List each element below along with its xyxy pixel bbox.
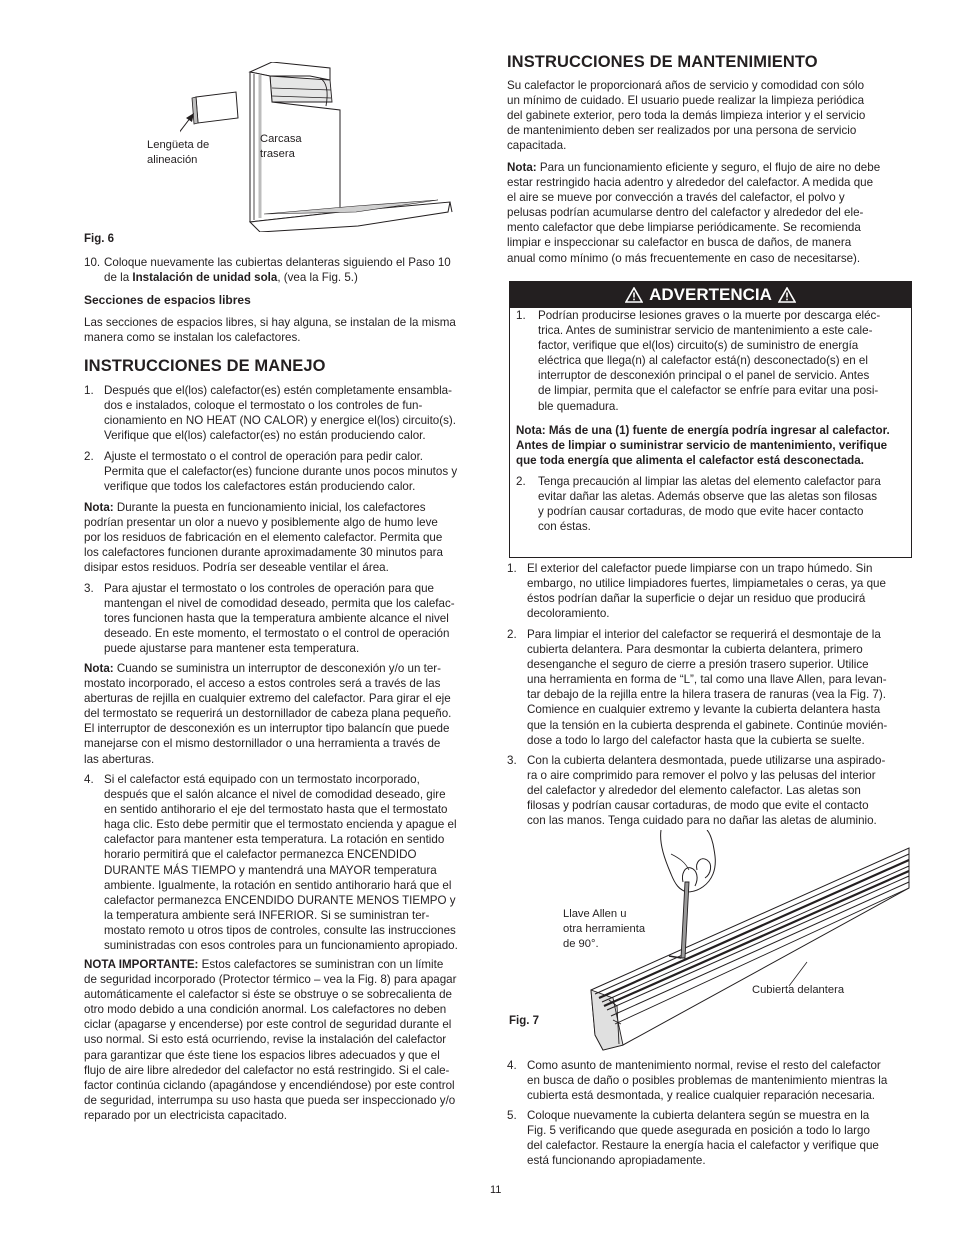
text-line: otro modo debido a una condición anormal. Los calefactores no deben [84, 1003, 447, 1017]
text-line: Verifique que el(los) calefactor(es) no están produciendo calor. [104, 429, 426, 443]
text-line: una herramienta en forma de “L”, tal como una llave Allen, para levan- [527, 673, 887, 687]
text-line: limpiar e inspeccionar su calefactor en busca de daños, de manera [507, 236, 852, 250]
text-line: verifique que todos los calefactores están produciendo calor. [104, 480, 416, 494]
text-line: por los residuos de fabricación en el elemento calefactor. Permita que [84, 531, 443, 545]
text-line: Nota: Más de una (1) fuente de energía podría ingresar al calefactor. [516, 424, 890, 437]
text-line: con las manos. Tenga cuidado para no dañar las aletas de aluminio. [527, 814, 877, 828]
text-line: Permita que el calefactor(es) funcione durante unos pocos minutos y [104, 465, 458, 479]
fig6-callout-back-line2: trasera [260, 148, 295, 160]
fig6-callout-back-line1: Carcasa [260, 133, 302, 145]
operating-instructions-heading: INSTRUCCIONES DE MANEJO [84, 357, 326, 375]
text-line: Si el calefactor está equipado con un termostato incorporado, [104, 773, 420, 786]
spaces-heading: Secciones de espacios libres [84, 293, 251, 307]
maintenance-intro [507, 78, 911, 153]
fig7-callout-cover: Cubierta delantera [752, 984, 845, 996]
text-line: cubierta está desmontada, y realice cualquier reparación necesaria. [527, 1089, 876, 1103]
text-line: Después que el(los) calefactor(es) estén completamente ensambla- [104, 384, 452, 397]
text-line: Coloque nuevamente la cubierta delantera según se muestra en la [527, 1109, 870, 1122]
text-line: aberturas de rejilla en cualquier extremo del calefactor. Para girar el eje [84, 692, 451, 706]
text-line: estar restringido hacia adentro y alrededor del calefactor. A medida que [507, 176, 874, 190]
text-line: las aberturas. [84, 752, 155, 766]
text-line: para garantizar que éste tiene los espacios libres adecuados y que el [84, 1048, 440, 1062]
text-line: de seguridad incorporado (Protector térmico – vea la Fig. 8) para apagar [84, 973, 457, 987]
text-line: disipar estos residuos. Podría ser deseable ventilar el área. [84, 561, 389, 575]
text-line: la temperatura ambiente será INFERIOR. Si se suministran ter- [104, 908, 430, 922]
text-line: cubierta delantera. Para desmontar la cubierta delantera, primero [527, 643, 863, 657]
text-line: Para ajustar el termostato o los controles de operación para que [104, 582, 434, 595]
text-line: haga clic. Esto debe permitir que el termostato encienda y apague el [104, 818, 457, 832]
text-line: mantengan el nivel de comodidad deseado, permita que los calefac- [104, 597, 455, 611]
step-10-number: 10. [84, 256, 101, 269]
warning-bold-note [516, 423, 905, 468]
text-line: dos e instalados, coloque el termostato o los controles de fun- [104, 399, 423, 413]
text-line: ciclar (apagarse y encenderse) por este control de seguridad durante el [84, 1018, 452, 1032]
text-line: después que el salón alcance el nivel de comodidad deseado, gire [104, 788, 446, 802]
text-line: Como asunto de mantenimiento normal, revise el resto del calefactor [527, 1059, 881, 1072]
text-line: pelusas podrían acumularse dentro del calefactor y alrededor del ele- [507, 206, 864, 220]
text-line: Con la cubierta delantera desmontada, puede utilizarse una aspirado- [527, 754, 886, 767]
fig6-callout-tab-line1: Lengüeta de [147, 139, 210, 151]
operating-note-1: Nota: Durante la puesta en funcionamiento inicial, los calefactores podrían presentar un olor a nuevo y posiblemente algo de humo leve por los residuos de fabricación en el elemento calefactor. Permita que los calefactores funcionen durante aproximadamente 30 minutos para disipar estos residuos. Podría ser deseable ventilar el área. [84, 500, 490, 575]
text-line: con éstas. [538, 520, 591, 534]
text-line: un mínimo de cuidado. El usuario puede realizar la limpieza periódica [507, 94, 865, 108]
text-line: anual como mínimo (o más frecuentemente en caso de necesitarse). [507, 251, 861, 265]
warning-triangle-icon [625, 287, 643, 303]
tab-callout-arrowhead [186, 113, 194, 122]
text-line: mento calefactor que debe limpiarse periódicamente. Se recomienda [507, 221, 861, 235]
text-line: los calefactores funcionen durante aproximadamente 30 minutos para [84, 546, 443, 560]
text-line: calefactor para mantener esta temperatura. La rotación en sentido [104, 833, 445, 847]
text-line: El interruptor de desconexión es un interruptor tipo balancín que puede [84, 722, 450, 736]
text-line: DURANTE MÁS TIEMPO y mantendrá una MAYOR temperatura [104, 863, 437, 877]
text-line: mostato remoto u otros tipos de controles, consulte las instrucciones [104, 923, 456, 937]
maintenance-instructions-heading: INSTRUCCIONES DE MANTENIMIENTO [507, 53, 818, 71]
page-number: 11 [490, 1184, 502, 1196]
text-line: que toda energía que alimenta el calefactor está desconectada. [516, 454, 864, 468]
fig6-callout-tab-line2: alineación [147, 154, 198, 166]
text-line: tores funcionen hasta que la temperatura ambiente alcance el nivel [104, 612, 449, 626]
maintenance-step-1: 1. El exterior del calefactor puede limpiarse con un trapo húmedo. Sin embargo, no utilice limpiadores fuertes, limpiametales o ceras, ya que éstos podrían dañar la superficie o dejar un residuo que producirá decoloramiento. [507, 561, 911, 621]
maintenance-step-5: 5. Coloque nuevamente la cubierta delantera según se muestra en la Fig. 5 verificando que quede asegurada en posición a todo lo largo del calefactor. Restaure la energía hacia el calefactor y verifique que está funcionando apropiadamente. [507, 1108, 911, 1168]
text-line: deseado. En este momento, el termostato o el control de operación [104, 627, 450, 641]
text-line: filosas y podrían causar cortaduras, de modo que evite el contacto [527, 799, 869, 813]
operating-note-2: Nota: Cuando se suministra un interruptor de desconexión y/o un ter- mostato incorporado, el acceso a estos controles será a través de las aberturas de rejilla en cualquier extremo del calefactor. Para girar el eje del termostato se requerirá un destornillador de cabeza plana pequeño. El interruptor de desconexión es un interruptor tipo balancín que puede manejarse con el mismo destornillador o una herramienta a través de las aberturas. [84, 661, 490, 767]
text-line: Podrían producirse lesiones graves o la muerte por descarga eléc- [538, 309, 881, 322]
text-line: flujo de aire libre alrededor del calefactor no está restringido. Si el cale- [84, 1063, 450, 1077]
text-line: en sentido antihorario el eje del termostato hasta que el termostato [104, 803, 448, 817]
step-10-line1: Coloque nuevamente las cubiertas delanteras siguiendo el Paso 10 [104, 256, 451, 269]
fig6-callout-tab [147, 138, 257, 168]
fig6-label: Fig. 6 [84, 233, 115, 245]
text-line: suministradas con esos controles para un funcionamiento apropiado. [104, 939, 458, 953]
text-line: dose a todo lo largo del calefactor hasta que la cubierta se suelte. [527, 733, 865, 747]
maintenance-note: Nota: Para un funcionamiento eficiente y seguro, el flujo de aire no debe estar restringido hacia adentro y alrededor del calefactor. A medida que el aire se mueve por convección a través del calefactor, el polvo y pelusas podrían acumularse dentro del calefactor y alrededor del ele- mento calefactor que debe limpiarse periódicamente. Se recomienda limpiar e inspeccionar su calefactor en busca de daños, de manera anual como mínimo (o más frecuentemente en caso de necesitarse). [507, 160, 911, 266]
text-line: El exterior del calefactor puede limpiarse con un trapo húmedo. Sin [527, 562, 873, 575]
text-line: trica. Antes de suministrar servicio de mantenimiento a este cale- [538, 324, 873, 338]
text-line: ble quemadura. [538, 399, 619, 413]
maintenance-step-2: 2. Para limpiar el interior del calefactor se requerirá el desmontaje de la cubierta delantera. Para desmontar la cubierta delantera, primero desenganche el seguro de cierre a presión trasero superior. Utilice una herramienta en forma de “L”, tal como una llave Allen, para levan- tar debajo de la rejilla entre la hilera trasera de ranuras (vea la Fig. 7). Comience en cualquier extremo y levante la cubierta delantera hasta que la tensión en la cubierta desprenda el gabinete. Continúe movién- dose a todo lo largo del calefactor hasta que la cubierta se suelte. [507, 627, 911, 748]
step-10 [84, 255, 490, 285]
text-line: uso normal. Si esto está ocurriendo, revise la instalación del calefactor [84, 1033, 447, 1047]
text-line: mostato incorporado, el acceso a estos controles será a través de las [84, 677, 441, 691]
text-line: manejarse con el mismo destornillador o una herramienta a través de [84, 737, 441, 751]
maintenance-step-3: 3. Con la cubierta delantera desmontada, puede utilizarse una aspirado- ra o aire comprimido para remover el polvo y las pelusas del interior del calefactor y alrededor del elemento calefactor. Las aletas son filosas y podrían causar cortaduras, de modo que evite el contacto con las manos. Tenga cuidado para no dañar las aletas de aluminio. [507, 753, 911, 828]
alignment-tab-shape [192, 92, 238, 124]
text-line: de limpiar, permita que el calefactor se enfríe para evitar una posi- [538, 384, 879, 398]
text-line: Ajuste el termostato o el control de operación para pedir calor. [104, 450, 424, 463]
text-line: del calefactor y alrededor del elemento calefactor. Las aletas son [527, 784, 861, 798]
text-line: de seguridad, interrumpa su uso hasta que pueda ser inspeccionado y/o [84, 1093, 456, 1107]
text-line: del calefactor. Restaure la energía hacia el calefactor y verifique que [527, 1139, 879, 1153]
text-line: y podrían causar cortaduras, de modo que evite hacer contacto [538, 505, 864, 519]
text-line: Fig. 5 verificando que quede asegurada en posición a todo lo largo [527, 1124, 870, 1138]
text-line: cionamiento en NO HEAT (NO CALOR) y energice el(los) circuito(s). [104, 414, 456, 428]
text-line: automáticamente el calefactor si éste se obstruye o se sobrecalienta de [84, 988, 452, 1002]
text-line: calefactor permanezca ENCENDIDO DURANTE MENOS TIEMPO y [104, 893, 456, 907]
warning-triangle-icon [778, 287, 796, 303]
text-line: del termostato se requerirá un destornillador de cabeza plana pequeño. [84, 707, 452, 721]
text-line: embargo, no utilice limpiadores fuertes, limpiametales o ceras, ya que [527, 577, 886, 591]
text-line: éstos podrían dañar la superficie o dejar un residuo que producirá [527, 592, 866, 606]
text-line: del gabinete exterior, pero toda la demás limpieza interior y el servicio [507, 109, 866, 123]
text-line: de mantenimiento deben ser realizados por una persona de servicio [507, 124, 857, 138]
text-line: en busca de daño o posibles problemas de mantenimiento mientras la [527, 1074, 888, 1088]
text-line: Comience en cualquier extremo y levante la cubierta delantera hasta [527, 703, 881, 717]
important-note: NOTA IMPORTANTE: Estos calefactores se suministran con un límite de seguridad incorporado (Protector térmico – vea la Fig. 8) para apagar automáticamente el calefactor si éste se obstruye o se sobrecalienta de otro modo debido a una condición anormal. Los calefactores no deben ciclar (apagarse y encenderse) por este control de seguridad durante el uso normal. Si esto está ocurriendo, revise la instalación del calefactor para garantizar que éste tiene los espacios libres adecuados y que el flujo de aire libre alrededor del calefactor no está restringido. Si el cale- factor continúa ciclando (apagándose y encendiéndose) por este control de seguridad, interrumpa su uso hasta que pueda ser inspeccionado y/o reparado por un electricista capacitado. [84, 957, 490, 1123]
spaces-paragraph: Las secciones de espacios libres, si hay alguna, se instalan de la misma manera como se instalan los calefactores. [84, 316, 456, 345]
fig7-callout-tool: Llave Allen u otra herramienta de 90°. [563, 908, 646, 950]
text-line: Para limpiar el interior del calefactor se requerirá el desmontaje de la [527, 628, 881, 641]
operating-step-3: 3. Para ajustar el termostato o los controles de operación para que mantengan el nivel de comodidad deseado, permita que los calefac- tores funcionen hasta que la temperatura ambiente alcance el nivel deseado. En este momento, el termostato o el control de operación puede ajustarse para mantener esta temperatura. [84, 581, 490, 656]
warning-box [509, 281, 912, 558]
fig7-label: Fig. 7 [509, 1015, 540, 1027]
warning-title: ADVERTENCIA [649, 285, 772, 305]
text-line: puede ajustarse para mantener esta temperatura. [104, 642, 360, 656]
warning-item-1: 1. Podrían producirse lesiones graves o la muerte por descarga eléc- trica. Antes de suministrar servicio de mantenimiento a este cale- factor, verifique que el(los) circuito(s) de suministro de energía eléctrica que llega(n) al calefactor está(n) desconectado(s) en el interruptor de desconexión principal o el panel de servicio. Antes de limpiar, permita que el calefactor se enfríe para evitar una posi- ble quemadura. [516, 308, 905, 414]
warning-header [510, 282, 911, 308]
text-line: ra o aire comprimido para remover el polvo y las pelusas del interior [527, 769, 876, 783]
warning-item-2: 2. Tenga precaución al limpiar las aletas del elemento calefactor para evitar dañar las aletas. Además observe que las aletas son filosas y podrían causar cortaduras, de modo que evite hacer contacto con éstas. [516, 474, 905, 534]
text-line: factor, verifique que el(los) circuito(s) de suministro de energía [538, 339, 859, 353]
text-line: Antes de limpiar o suministrar servicio de mantenimiento, verifique [516, 439, 888, 453]
text-line: Tenga precaución al limpiar las aletas del elemento calefactor para [538, 475, 881, 488]
text-line: el aire se mueve por convección a través del calefactor, el polvo y [507, 191, 845, 205]
text-line: interruptor de desconexión principal o el panel de servicio. Antes [538, 369, 870, 383]
text-line: ambiente. Igualmente, la rotación en sentido antihorario hará que el [104, 878, 452, 892]
text-line: podrían presentar un olor a nuevo y posiblemente algo de humo leve [84, 516, 438, 530]
operating-step-2: 2. Ajuste el termostato o el control de operación para pedir calor. Permita que el calefactor(es) funcione durante unos pocos minutos y verifique que todos los calefactores están produciendo calor. [84, 449, 490, 494]
text-line: eléctrica que llega(n) al calefactor está(n) desconectado(s) en el [538, 354, 868, 368]
text-line: desenganche el seguro de cierre a presión trasero superior. Utilice [527, 658, 869, 672]
text-line: factor continúa ciclando (apagándose y encendiéndose) por este control [84, 1078, 455, 1092]
text-line: Su calefactor le proporcionará años de servicio y comodidad con sólo [507, 79, 865, 92]
text-line: capacitada. [507, 139, 567, 153]
text-line: decoloramiento. [527, 607, 610, 621]
operating-step-4: 4. Si el calefactor está equipado con un termostato incorporado, después que el salón alcance el nivel de comodidad deseado, gire en sentido antihorario el eje del termostato hasta que el termostato haga clic. Esto debe permitir que el termostato encienda y apague el calefactor para mantener esta temperatura. La rotación en sentido horario permitirá que el calefactor permanezca ENCENDIDO DURANTE MÁS TIEMPO y mantendrá una MAYOR temperatura ambiente. Igualmente, la rotación en sentido antihorario hará que el calefactor permanezca ENCENDIDO DURANTE MENOS TIEMPO y la temperatura ambiente será INFERIOR. Si se suministran ter- mostato remoto u otros tipos de controles, consulte las instrucciones suministradas con esos controles para un funcionamiento apropiado. [84, 772, 490, 953]
maintenance-step-4: 4. Como asunto de mantenimiento normal, revise el resto del calefactor en busca de daño o posibles problemas de mantenimiento mientras la cubierta está desmontada, y realice cualquier reparación necesaria. [507, 1058, 911, 1103]
step-10-line2: de la Instalación de unidad sola, (vea la Fig. 5.) [104, 271, 358, 285]
text-line: que la tensión en la cubierta desprenda el gabinete. Continúe movién- [527, 718, 888, 732]
operating-step-1: 1. Después que el(los) calefactor(es) estén completamente ensambla- dos e instalados, coloque el termostato o los controles de fun- cionamiento en NO HEAT (NO CALOR) y energice el(los) circuito(s). Verifique que el(los) calefactor(es) no están produciendo calor. [84, 383, 490, 443]
text-line: evitar dañar las aletas. Además observe que las aletas son filosas [538, 490, 877, 504]
text-line: está funcionando apropiadamente. [527, 1154, 706, 1168]
text-line: horario permitirá que el calefactor permanezca ENCENDIDO [104, 848, 417, 862]
text-line: reparado por un electricista capacitado. [84, 1108, 288, 1122]
text-line: tar debajo de la rejilla entre la hilera trasera de ranuras (vea la Fig. 7). [527, 688, 886, 702]
fig6-callout-back-housing [260, 132, 340, 162]
